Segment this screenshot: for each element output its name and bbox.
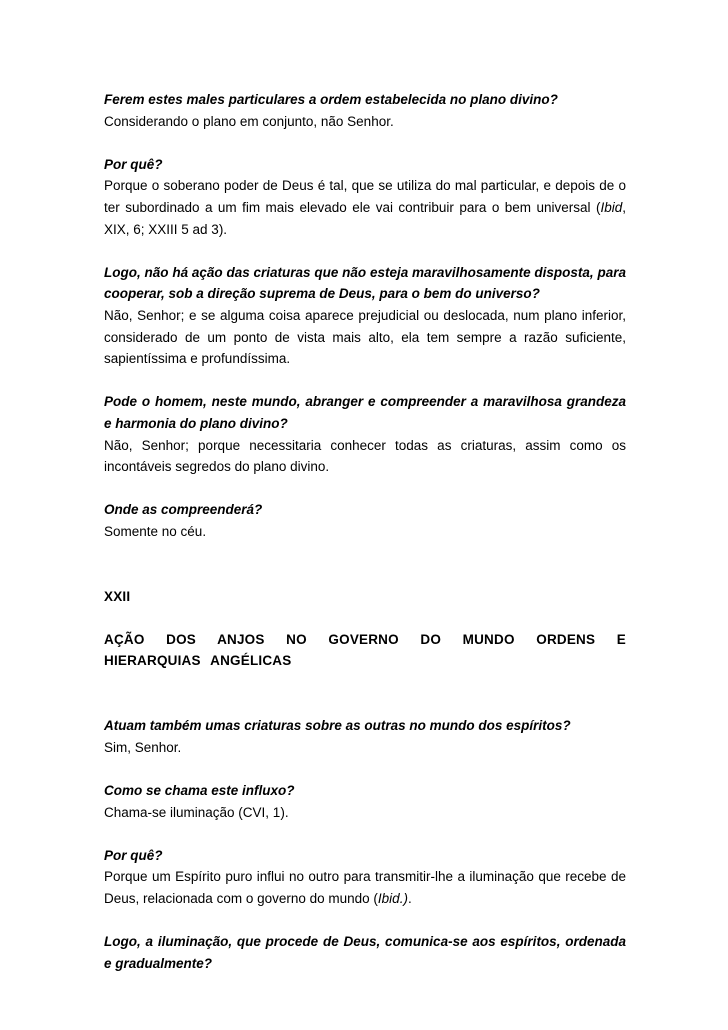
question-text: Pode o homem, neste mundo, abranger e compreender a maravilhosa grandeza e harmonia do plano divino? xyxy=(104,394,626,431)
answer-text: Somente no céu. xyxy=(104,523,207,539)
citation-ibid: Ibid xyxy=(600,199,623,215)
question-text: Onde as compreenderá? xyxy=(104,502,263,518)
question-text: Ferem estes males particulares a ordem estabelecida no plano divino? xyxy=(104,92,558,107)
answer-text: Porque um Espírito puro influi no outro para transmitir-lhe a iluminação que recebe de Deus, relacionada com o governo do mundo (Ibid.). xyxy=(104,869,626,906)
answer-text: Não, Senhor; porque necessitaria conhecer todas as criaturas, assim como os incontáveis segredos do plano divino. xyxy=(104,437,626,475)
question-text: Por quê? xyxy=(104,156,163,172)
question-text: Logo, a iluminação, que procede de Deus, comunica-se aos espíritos, ordenada e gradualmente? xyxy=(104,934,626,971)
answer-text: Chama-se iluminação (CVI, 1). xyxy=(104,804,289,820)
question-text: Atuam também umas criaturas sobre as outras no mundo dos espíritos? xyxy=(104,718,571,734)
document-page xyxy=(104,89,626,974)
chapter-number: XXII xyxy=(104,588,131,604)
chapter-title: AÇÃO DOS ANJOS NO GOVERNO DO MUNDO ORDENS E HIERARQUIAS ANGÉLICAS xyxy=(104,631,626,669)
answer-text: Considerando o plano em conjunto, não Senhor. xyxy=(104,113,394,129)
citation-ibid: Ibid.) xyxy=(377,890,408,906)
question-text: Como se chama este influxo? xyxy=(104,783,295,798)
answer-text: Porque o soberano poder de Deus é tal, que se utiliza do mal particular, e depois de o ter subordinado a um fim mais elevado ele vai contribuir para o bem universal (Ibid, XIX, 6; XXIII 5 ad 3). xyxy=(104,178,626,237)
question-text: Logo, não há ação das criaturas que não esteja maravilhosamente disposta, para cooperar, sob a direção suprema de Deus, para o bem do universo? xyxy=(104,264,626,302)
question-text: Por quê? xyxy=(104,847,163,863)
answer-text: Não, Senhor; e se alguma coisa aparece prejudicial ou deslocada, num plano inferior, considerado de um ponto de vista mais alto, ela tem sempre a razão suficiente, sapientíssima e profundíssima. xyxy=(104,307,626,367)
answer-text: Sim, Senhor. xyxy=(104,739,182,755)
